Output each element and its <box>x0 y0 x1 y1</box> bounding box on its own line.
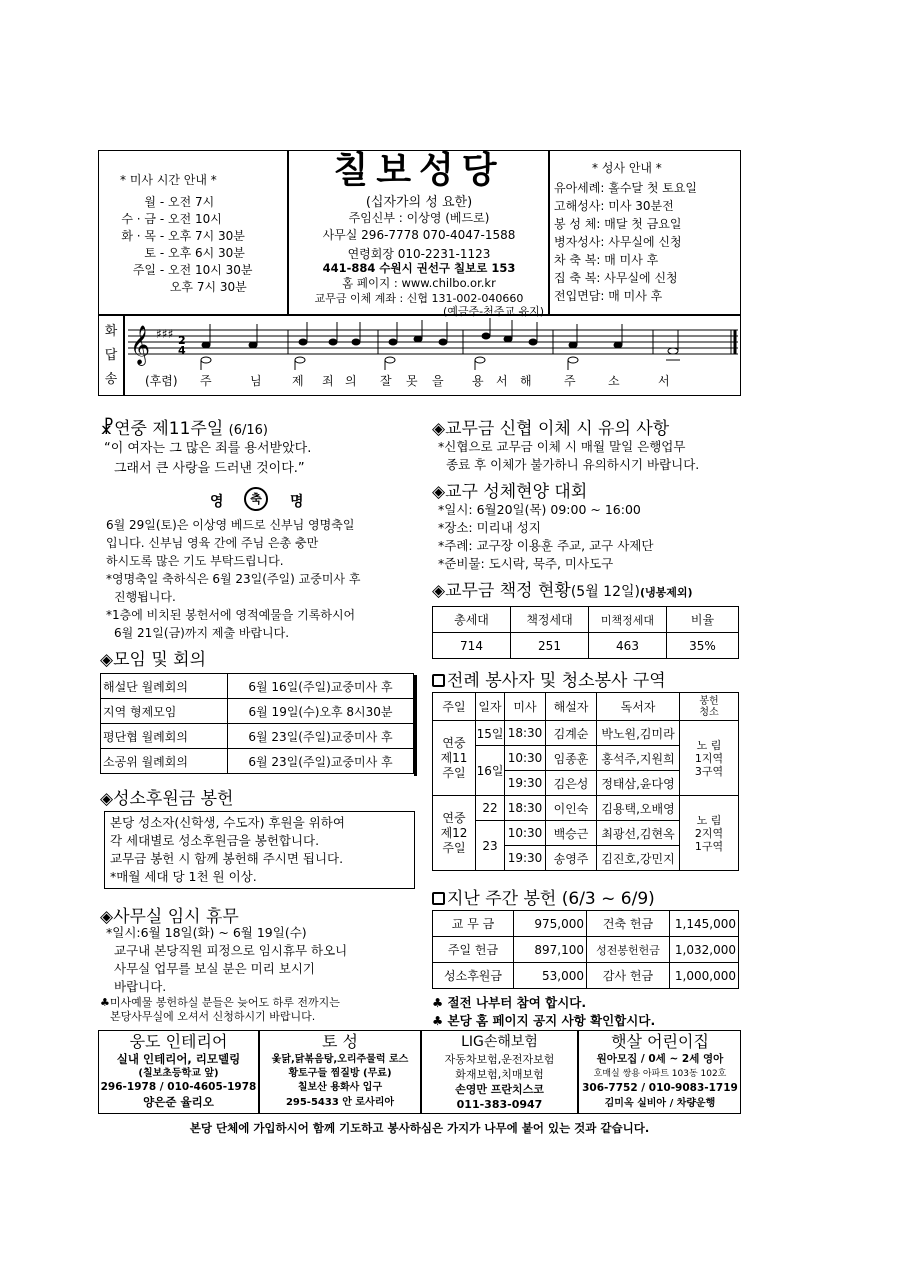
psalm-lyrics <box>140 372 740 390</box>
dues-title: ◈교무금 책정 현황(5월 12일)(냉봉제외) <box>432 581 693 601</box>
sunday-quote-2: 그래서 큰 사랑을 드러낸 것이다.” <box>114 461 305 476</box>
church-name: 칠보성당 <box>333 150 505 191</box>
psalm-lyric: 제 <box>292 374 304 388</box>
transfer-title: ◈교무금 신협 이체 시 유의 사항 <box>432 419 670 439</box>
mass-time: - 오전 10시 30분 <box>159 263 253 277</box>
church-patron: (십자가의 성 요한) <box>365 195 473 210</box>
mass-time: - 오전 7시 <box>159 195 215 209</box>
transfer-line-1: *신협으로 교무금 이체 시 매월 말일 은행업무 <box>438 439 686 454</box>
pastor: 주임신부 : 이상영 (베드로) <box>348 211 490 225</box>
council-phone: 연령회장 010-2231-1123 <box>347 247 491 261</box>
account: 교무금 이체 계좌 : 신협 131-002-040660 <box>314 292 524 305</box>
church-address: 441-884 수원시 권선구 칠보로 153 <box>322 261 516 275</box>
table-row: 주일 헌금 897,100 성전봉헌헌금 1,032,000 <box>433 937 739 963</box>
psalm-lyric: 주 <box>200 374 212 388</box>
ad-daycare: 햇살 어린이집 원아모집 / 0세 ~ 2세 영아 호매실 쌍용 아파트 103동 102호 306-7752 / 010-9083-1719 김미옥 실비아 / 차량운행 <box>582 1032 738 1109</box>
mass-day: 화 · 목 <box>121 229 156 243</box>
mass-time: - 오후 7시 30분 <box>159 229 245 243</box>
sacrament-title: * 성사 안내 * <box>592 161 662 175</box>
svg-text:4: 4 <box>178 344 186 357</box>
table-row: 해설단 월례회의 6월 16일(주일)교중미사 후 <box>101 674 414 699</box>
psalm-lyric: 님 <box>250 374 262 388</box>
mass-time: - 오전 10시 <box>159 212 222 226</box>
ad-interior: 웅도 인테리어 실내 인테리어, 리모델링 (칠보초등학교 앞) 296-1978 / 010-4605-1978 양은준 율리오 <box>100 1032 257 1109</box>
liturgy-title: 전례 봉사자 및 청소봉사 구역 <box>432 666 666 691</box>
table-row: 교 무 금 975,000 건축 헌금 1,145,000 <box>433 911 739 937</box>
sacrament-name: 봉 성 체 <box>554 217 597 231</box>
table-row: 성소후원금 53,000 감사 헌금 1,000,000 <box>433 963 739 989</box>
sacrament-info: : 사무실에 신청 <box>596 271 678 285</box>
sacrament-name: 차 축 복 <box>554 253 597 267</box>
table-row: 주일 일자 미사 해설자 독서자 봉헌 청소 <box>433 693 739 721</box>
dues-table <box>432 606 739 659</box>
mass-time: 오후 7시 30분 <box>169 280 247 294</box>
sacrament-info: : 홀수달 첫 토요일 <box>600 181 698 195</box>
table-row: 지역 형제모임 6월 19일(수)오후 8시30분 <box>101 699 414 724</box>
header-divider-left <box>287 150 289 316</box>
sacrament-info: : 매 미사 후 <box>596 253 659 267</box>
mass-day: 수 · 금 <box>121 212 156 226</box>
psalm-lyric: 서 <box>658 374 670 388</box>
eucharist-title: ◈교구 성체현양 대회 <box>432 482 588 502</box>
meetings-table-shadow <box>414 675 417 776</box>
sacrament-name: 전입면담 <box>554 289 601 303</box>
mass-time: - 오후 6시 30분 <box>159 246 245 260</box>
sacrament-info: : 매 미사 후 <box>600 289 663 303</box>
psalm-lyric: 죄 <box>322 374 334 388</box>
table-row: 평단협 월례회의 6월 23일(주일)교중미사 후 <box>101 724 414 749</box>
celebration-icon: 축 <box>244 487 268 511</box>
meetings-table <box>100 673 414 774</box>
feast-heading: 영 축 명 <box>210 487 320 515</box>
footer-message: 본당 단체에 가입하시어 함께 기도하고 봉사하심은 가지가 나무에 붙어 있는 것과 같습니다. <box>189 1121 650 1135</box>
offering-note-1: ♣ 절전 나부터 참여 합시다. <box>432 995 587 1010</box>
psalm-lyric: 소 <box>608 374 620 388</box>
sunday-title: ☧연중 제11주일 (6/16) <box>100 418 269 439</box>
square-icon <box>432 674 445 687</box>
office-closed-note-2: 본당사무실에 오셔서 신청하시기 바랍니다. <box>110 1010 316 1023</box>
table-row: 연중 제11 주일 15일 18:30 김계순 박노원,김미라 노 림 1지역 3구역 <box>433 721 739 746</box>
offering-note-2: ♣ 본당 홈 페이지 공지 사항 확인합시다. <box>432 1013 656 1028</box>
mass-time-title: * 미사 시간 안내 * <box>120 173 217 187</box>
svg-text:𝄞: 𝄞 <box>130 325 151 365</box>
psalm-lyric: 을 <box>432 374 444 388</box>
feast-text: 6월 29일(토)은 이상영 베드로 신부님 영명축일 입니다. 신부님 영육 간에 주님 은총 충만 하시도록 많은 기도 부탁드립니다. *영명축일 축하식은 6월 23일(주일) 교중미사 후 진행됩니다. *1층에 비치된 봉헌서에 영적예물을 기록하시어 6월 21일(금)까지 제출 바랍니다. <box>106 518 361 640</box>
office-phone: 사무실 296-7778 070-4047-1588 <box>322 228 516 242</box>
ad-insurance: LIG손해보험 자동차보험,운전자보험 화재보험,치매보험 손영만 프란치스코 011-383-0947 <box>444 1034 555 1111</box>
mass-day: 월 <box>144 195 156 209</box>
psalm-lyric: 잘 <box>380 374 392 388</box>
sacrament-list <box>554 179 740 305</box>
psalm-music-staff <box>128 318 738 370</box>
transfer-line-2: 종료 후 이체가 불가하니 유의하시기 바랍니다. <box>446 457 700 472</box>
mass-time-list <box>106 193 284 295</box>
svg-text:2: 2 <box>178 334 186 347</box>
psalm-label: 화 답 송 <box>104 324 118 387</box>
sacrament-info: : 미사 30분전 <box>600 199 674 213</box>
psalm-lyric: 주 <box>564 374 576 388</box>
offering-title: 지난 주간 봉헌 (6/3 ~ 6/9) <box>432 884 655 909</box>
mass-day: 토 <box>144 246 156 260</box>
liturgy-table <box>432 692 739 871</box>
office-closed-title: ◈사무실 임시 휴무 <box>100 907 239 927</box>
sacrament-name: 집 축 복 <box>554 271 597 285</box>
table-row: 19:30 김은성 정태삼,윤다영 <box>433 771 739 796</box>
header-divider-right <box>548 150 550 316</box>
chi-rho-icon: ☧ <box>100 418 115 439</box>
svg-text:♯♯♯: ♯♯♯ <box>156 327 174 341</box>
sacrament-name: 고해성사 <box>554 199 601 213</box>
table-row: 23 10:30 백승근 최광선,김현옥 <box>433 821 739 846</box>
table-row: 총세대 책정세대 미책정세대 비율 <box>433 607 739 633</box>
psalm-lyric: 용 <box>472 374 484 388</box>
office-closed-note-1: ♣미사예물 봉헌하실 분들은 늦어도 하루 전까지는 <box>100 996 340 1009</box>
sunday-quote-1: “이 여자는 그 많은 죄를 용서받았다. <box>104 441 312 456</box>
psalm-lyric: 해 <box>520 374 532 388</box>
ad-restaurant: 토 성 옻닭,닭볶음탕,오리주물럭 로스 황토구들 찜질방 (무료) 칠보산 용화사 입구 295-5433 안 로사리아 <box>271 1032 409 1108</box>
sacrament-name: 병자성사 <box>554 235 601 249</box>
table-row: 소공위 월례회의 6월 23일(주일)교중미사 후 <box>101 749 414 774</box>
table-row: 16일 10:30 임종훈 홍석주,지원희 <box>433 746 739 771</box>
psalm-lyric: 의 <box>345 374 357 388</box>
seminary-title: ◈성소후원금 봉헌 <box>100 789 234 809</box>
square-icon <box>432 892 445 905</box>
psalm-lyric: (후렴) <box>145 374 178 388</box>
offering-table <box>432 910 739 989</box>
table-row: 714 251 463 35% <box>433 633 739 659</box>
psalm-lyric: 서 <box>496 374 508 388</box>
sacrament-info: : 사무실에 신청 <box>600 235 682 249</box>
table-row: 연중 제12 주일 22 18:30 이인숙 김용택,오배영 노 림 2지역 1구역 <box>433 796 739 821</box>
meetings-title: ◈모임 및 회의 <box>100 650 206 670</box>
homepage: 홈 페이지 : www.chilbo.or.kr <box>342 276 496 290</box>
mass-day: 주일 <box>132 263 156 277</box>
table-row: 19:30 송영주 김진호,강민지 <box>433 846 739 871</box>
sacrament-name: 유아세례 <box>554 181 601 195</box>
psalm-label-divider <box>123 314 125 396</box>
psalm-lyric: 못 <box>406 374 418 388</box>
sacrament-info: : 매달 첫 금요일 <box>596 217 682 231</box>
seminary-text: 본당 성소자(신학생, 수도자) 후원을 위하여 각 세대별로 성소후원금을 봉헌합니다. 교무금 봉헌 시 함께 봉헌해 주시면 됩니다. *매월 세대 당 1천 원 이상. <box>110 815 345 884</box>
account-holder: (예금주-천주교 유지) <box>442 305 544 318</box>
office-closed-text: *일시:6월 18일(화) ~ 6월 19일(수) 교구내 본당직원 피정으로 임시휴무 하오니 사무실 업무를 보실 분은 미리 보시기 바랍니다. <box>106 925 348 994</box>
eucharist-text: *일시: 6월20일(목) 09:00 ~ 16:00 *장소: 미리내 성지 *주례: 교구장 이용훈 주교, 교구 사제단 *준비물: 도시락, 묵주, 미사도구 <box>438 502 654 571</box>
